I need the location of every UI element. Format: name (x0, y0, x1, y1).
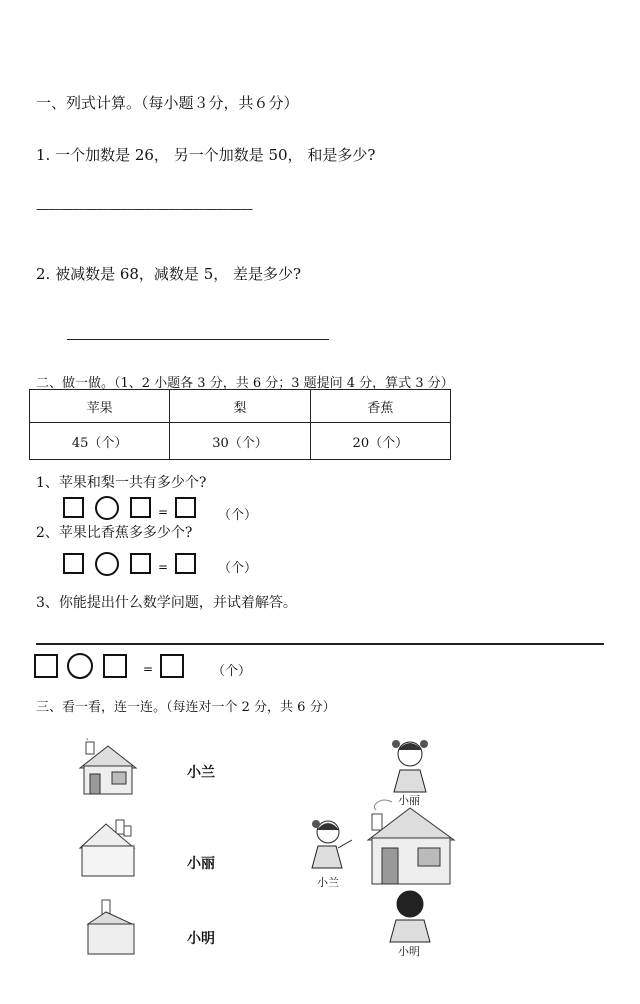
result-box[interactable] (160, 654, 184, 678)
name-xiaoming: 小明 (187, 931, 215, 947)
equals-sign: = (158, 505, 169, 519)
blank-box[interactable] (130, 553, 151, 574)
girl-xiaolan-icon (306, 818, 358, 876)
unit-label: （个） (218, 508, 258, 523)
blank-box[interactable] (34, 654, 58, 678)
blank-box[interactable] (103, 654, 127, 678)
operator-circle[interactable] (95, 552, 119, 576)
name-xiaolan: 小兰 (187, 765, 215, 781)
result-box[interactable] (175, 497, 196, 518)
boy-xiaoming-icon (388, 888, 434, 944)
section2-heading: 二、做一做。（1、2 小题各 3 分，共 6 分；3 题提问 4 分，算式 3 分） (36, 376, 454, 391)
girl-xiaoli-icon (386, 736, 434, 798)
question-1-2: 2. 被减数是 68，减数是 5， 差是多少? (36, 265, 302, 283)
unit-label: （个） (218, 561, 258, 576)
section1-heading: 一、列式计算。（每小题３分，共６分） (36, 94, 299, 112)
answer-line-3 (36, 643, 604, 645)
label-xiaoli: 小丽 (398, 794, 420, 807)
house-icon (76, 738, 140, 798)
name-xiaoli: 小丽 (187, 856, 215, 872)
section3-heading: 三、看一看，连一连。（每连对一个 2 分，共 6 分） (36, 700, 336, 715)
blank-box[interactable] (130, 497, 151, 518)
house-icon (366, 798, 456, 888)
label-xiaoming: 小明 (398, 945, 420, 958)
header-pear: 梨 (170, 390, 310, 423)
value-pear: 30（个） (170, 423, 310, 460)
house-icon (82, 898, 140, 958)
equals-sign: = (158, 560, 169, 574)
house-icon (76, 816, 140, 878)
label-xiaolan: 小兰 (317, 876, 339, 889)
header-apple: 苹果 (30, 390, 170, 423)
question-1-1: 1. 一个加数是 26， 另一个加数是 50， 和是多少? (36, 146, 376, 164)
unit-label: （个） (212, 664, 252, 679)
operator-circle[interactable] (95, 496, 119, 520)
value-apple: 45（个） (30, 423, 170, 460)
question-2-1: 1、苹果和梨一共有多少个? (36, 475, 207, 491)
result-box[interactable] (175, 553, 196, 574)
fruit-table (29, 389, 451, 460)
question-2-2: 2、苹果比香蕉多多少个? (36, 525, 193, 541)
operator-circle[interactable] (67, 653, 93, 679)
blank-box[interactable] (63, 553, 84, 574)
value-banana: 20（个） (310, 423, 450, 460)
blank-box[interactable] (63, 497, 84, 518)
header-banana: 香蕉 (310, 390, 450, 423)
question-2-3: 3、你能提出什么数学问题，并试着解答。 (36, 595, 297, 611)
answer-line-1: —————————————————— (36, 202, 252, 217)
equals-sign: = (143, 662, 154, 676)
answer-line-2 (67, 339, 329, 340)
